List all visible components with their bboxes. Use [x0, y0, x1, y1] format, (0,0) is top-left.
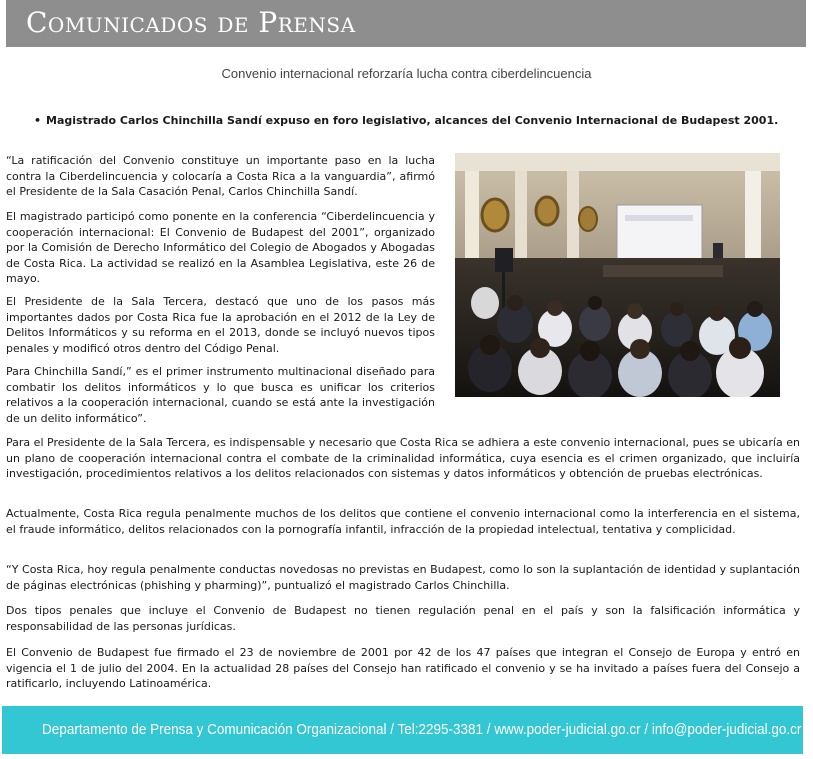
paragraph-5: Para el Presidente de la Sala Tercera, es indispensable y necesario que Costa Rica se adhiera a este convenio internacional, pues se ubicaría en un plano de cooperación internacional contra el combate de la criminalidad informática, cuya esencia es el crimen organizado, que incluiría investigación, procedimientos relativos a los delitos relacionados con sistemas y datos informáticos y obtención de pruebas electrónicas. [6, 436, 800, 480]
paragraph-8: Dos tipos penales que incluye el Convenio de Budapest no tienen regulación penal en el país y son la falsificación informática y responsabilidad de las personas jurídicas. [6, 604, 800, 633]
footer-bar [2, 706, 803, 754]
paragraph-2: El magistrado participó como ponente en la conferencia “Ciberdelincuencia y cooperación internacional: El Convenio de Budapest del 2001”, organizado por la Comisión de Derecho Informático del Colegio de Abogados y Abogadas de Costa Rica. La actividad se realizó en la Asamblea Legislativa, este 26 de mayo. [6, 210, 435, 285]
article-subtitle: Convenio internacional reforzaría lucha contra ciberdelincuencia [221, 66, 592, 81]
highlight-text: Magistrado Carlos Chinchilla Sandí expuso en foro legislativo, alcances del Convenio Internacional de Budapest 2001. [46, 114, 779, 127]
paragraph-4: Para Chinchilla Sandí,” es el primer instrumento multinacional diseñado para combatir los delitos informáticos y lo que busca es unificar los criterios relativos a la cooperación internacional, cuando se está ante la investigación de un delito informático”. [6, 365, 435, 425]
paragraph-1: “La ratificación del Convenio constituye un importante paso en la lucha contra la Ciberdelincuencia y colocaría a Costa Rica a la vanguardia”, afirmó el Presidente de la Sala Casación Penal, Carlos Chinchilla Sandí. [6, 154, 435, 198]
page-title: Comunicados de Prensa [26, 6, 356, 39]
conference-photo-illustration [455, 153, 780, 397]
paragraph-6: Actualmente, Costa Rica regula penalmente muchos de los delitos que contiene el convenio internacional como la interferencia en el sistema, el fraude informático, delitos relacionados con la pornografía infantil, infracción de la propiedad intelectual, tentativa y complicidad. [6, 507, 800, 536]
bullet-icon: • [34, 114, 42, 127]
paragraph-3: El Presidente de la Sala Tercera, destacó que uno de los pasos más importantes dados por Costa Rica fue la aprobación en el 2012 de la Ley de Delitos Informáticos y su reforma en el 2013, donde se incluyó nuevos tipos penales y modificó otros dentro del Código Penal. [6, 295, 435, 355]
highlight-bullet [34, 113, 800, 129]
footer-contact: Departamento de Prensa y Comunicación Organizacional / Tel:2295-3381 / www.poder-judicial.go.cr / info@poder-judicial.go.cr [42, 721, 802, 738]
paragraph-7: “Y Costa Rica, hoy regula penalmente conductas novedosas no previstas en Budapest, como lo son la suplantación de identidad y suplantación de páginas electrónicas (phishing y pharming)”, puntualizó el magistrado Carlos Chinchilla. [6, 563, 800, 592]
header-bar [6, 0, 806, 47]
conference-photo [455, 153, 780, 397]
paragraph-9: El Convenio de Budapest fue firmado el 23 de noviembre de 2001 por 42 de los 47 países que integran el Consejo de Europa y entró en vigencia el 1 de julio del 2004. En la actualidad 28 países del Consejo han ratificado el convenio y se ha invitado a países fuera del Consejo a ratificarlo, incluyendo Latinoamérica. [6, 646, 800, 690]
